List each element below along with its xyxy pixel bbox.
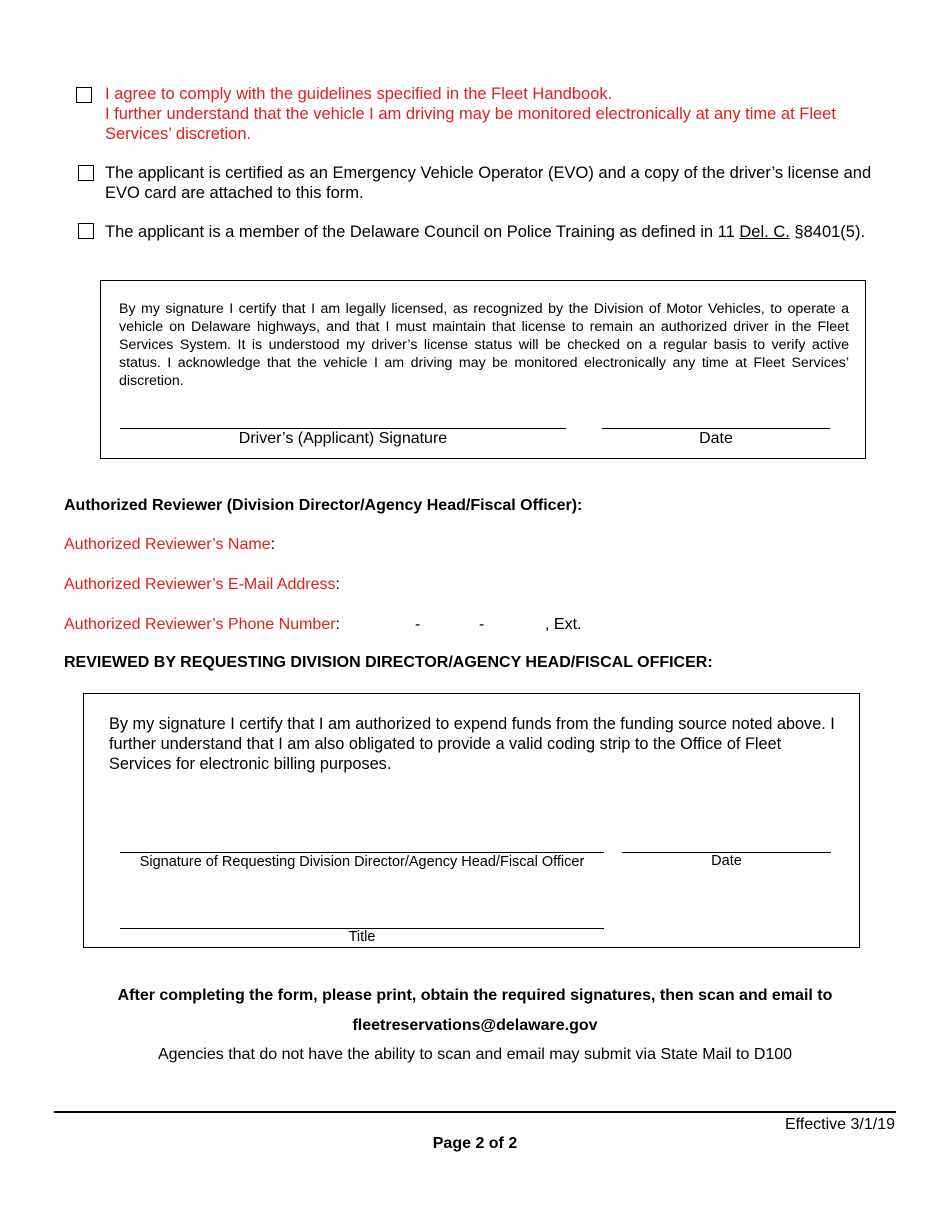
- driver-signature-label: Driver’s (Applicant) Signature: [238, 430, 448, 447]
- instructions-line1: After completing the form, please print, obtain the required signatures, then scan and email to: [117, 987, 833, 1004]
- reviewer-name-row: [64, 536, 275, 554]
- reviewer-email-row: [64, 576, 340, 594]
- phone-prefix-input[interactable]: [425, 614, 479, 638]
- driver-signature-line[interactable]: [120, 428, 566, 429]
- reviewer-name-colon: :: [270, 536, 276, 553]
- director-signature-label: Signature of Requesting Division Director/Agency Head/Fiscal Officer: [139, 854, 585, 870]
- phone-dash-1: -: [415, 616, 421, 633]
- reviewer-name-label: Authorized Reviewer’s Name: [64, 536, 271, 553]
- police-training-checkbox[interactable]: [78, 223, 94, 239]
- reviewer-email-input[interactable]: [370, 574, 864, 598]
- director-date-label: Date: [711, 853, 742, 869]
- phone-area-code-input[interactable]: [362, 614, 414, 638]
- director-certification-text: By my signature I certify that I am authorized to expend funds from the funding source noted above. I further understand that I am also obligated to provide a valid coding strip to the Office of Fleet Services for electronic billing purposes.: [109, 715, 835, 773]
- agree-handbook-checkbox[interactable]: [76, 87, 92, 103]
- reviewer-email-label: Authorized Reviewer’s E-Mail Address: [64, 576, 336, 593]
- reviewer-name-input[interactable]: [300, 534, 864, 558]
- director-certification-box: [83, 693, 860, 948]
- reviewer-heading: Authorized Reviewer (Division Director/Agency Head/Fiscal Officer):: [64, 497, 583, 514]
- agree-handbook-text: [105, 84, 895, 144]
- del-c-citation: Del. C.: [739, 223, 790, 241]
- police-training-prefix: The applicant is a member of the Delaware Council on Police Training as defined in 11: [105, 223, 740, 241]
- effective-date: Effective 3/1/19: [785, 1116, 895, 1133]
- reviewer-phone-colon: :: [335, 616, 340, 633]
- submission-email: fleetreservations@delaware.gov: [352, 1017, 598, 1034]
- phone-ext-input[interactable]: [588, 614, 672, 638]
- police-training-text: [105, 222, 935, 242]
- instructions-line2: Agencies that do not have the ability to scan and email may submit via State Mail to D100: [157, 1046, 793, 1063]
- driver-date-line[interactable]: [602, 428, 830, 429]
- evo-certified-text: The applicant is certified as an Emergency Vehicle Operator (EVO) and a copy of the driver’s license and EVO card are attached to this form.: [105, 164, 872, 202]
- driver-certification-text: By my signature I certify that I am legally licensed, as recognized by the Division of Motor Vehicles, to operate a vehicle on Delaware highways, and that I must maintain that license to remain an authorized driver in the Fleet Services System. It is understood my driver’s license status will be checked on a regular basis to verify active status. I acknowledge that the vehicle I am driving may be monitored electronically any time at Fleet Services’ discretion.: [119, 301, 849, 389]
- evo-certified-checkbox[interactable]: [78, 165, 94, 181]
- reviewer-phone-label: Authorized Reviewer’s Phone Number: [64, 616, 336, 633]
- agree-handbook-line1: I agree to comply with the guidelines specified in the Fleet Handbook.: [105, 85, 613, 103]
- director-title-label: Title: [348, 929, 376, 945]
- driver-certification-box: [100, 280, 866, 459]
- phone-line-input[interactable]: [489, 614, 548, 638]
- police-training-suffix: §8401(5).: [789, 223, 866, 241]
- phone-dash-2: -: [479, 616, 485, 633]
- page-number: Page 2 of 2: [432, 1135, 518, 1152]
- reviewer-email-colon: :: [335, 576, 340, 593]
- footer-rule: [54, 1111, 896, 1113]
- driver-date-label: Date: [699, 430, 733, 447]
- agree-handbook-line2: I further understand that the vehicle I am driving may be monitored electronically at any time at Fleet Services’ discretion.: [105, 105, 836, 143]
- reviewed-by-heading: REVIEWED BY REQUESTING DIVISION DIRECTOR/AGENCY HEAD/FISCAL OFFICER:: [64, 654, 713, 671]
- phone-ext-label: , Ext.: [545, 616, 582, 633]
- reviewer-phone-row: [64, 616, 340, 634]
